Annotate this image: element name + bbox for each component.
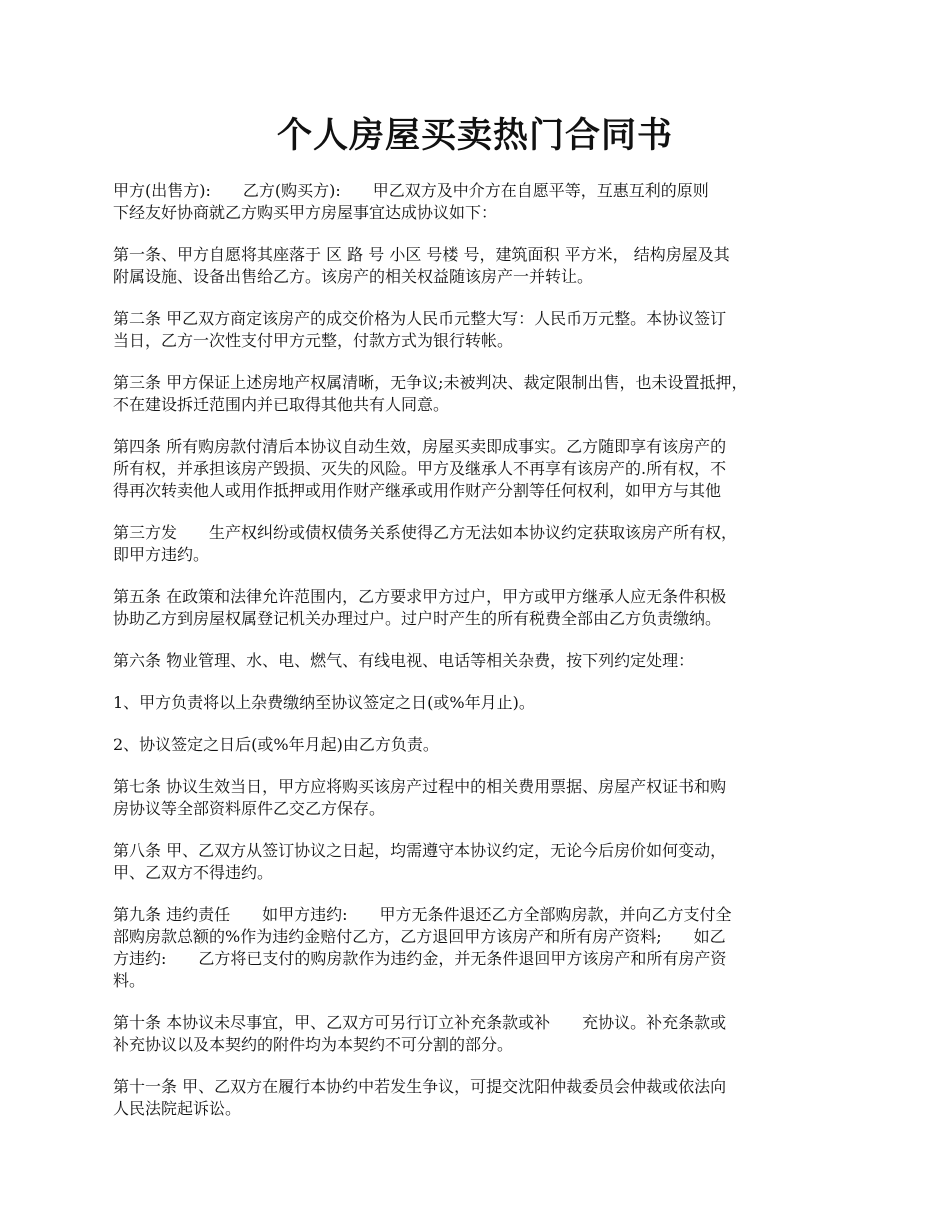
paragraph-line: 所有权，并承担该房产毁损、灭失的风险。甲方及继承人不再享有该房产的.所有权，不 (113, 459, 727, 478)
paragraph-line: 料。 (113, 971, 146, 990)
document-paragraph (113, 436, 841, 502)
paragraph-line: 得再次转卖他人或用作抵押或用作财产继承或用作财产分割等任何权利，如甲方与其他 (113, 481, 722, 500)
document-paragraph (113, 244, 841, 288)
document-paragraph (113, 308, 841, 352)
paragraph-line: 当日，乙方一次性支付甲方元整，付款方式为银行转帐。 (113, 331, 514, 350)
paragraph-line: 第三条 甲方保证上述房地产权属清晰，无争议;未被判决、裁定限制出售，也未设置抵押， (113, 373, 748, 392)
paragraph-line: 第三方发 生产权纠纷或债权债务关系使得乙方无法如本协议约定获取该房产所有权， (113, 523, 738, 542)
paragraph-line: 甲方(出售方): 乙方(购买方): 甲乙双方及中介方在自愿平等，互惠互利的原则 (113, 181, 709, 200)
paragraph-line: 方违约: 乙方将已支付的购房款作为违约金，并无条件退回甲方该房产和所有房产资 (113, 949, 727, 968)
paragraph-line: 部购房款总额的%作为违约金赔付乙方，乙方退回甲方该房产和所有房产资料; 如乙 (113, 927, 726, 946)
document-paragraph (113, 586, 841, 630)
paragraph-line: 补充协议以及本契约的附件均为本契约不可分割的部分。 (113, 1035, 514, 1054)
paragraph-line: 不在建设拆迁范围内并已取得其他共有人同意。 (113, 395, 450, 414)
paragraph-line: 第九条 违约责任 如甲方违约: 甲方无条件退还乙方全部购房款，并向乙方支付全 (113, 905, 732, 924)
paragraph-line: 第七条 协议生效当日，甲方应将购买该房产过程中的相关费用票据、房屋产权证书和购 (113, 777, 727, 796)
document-paragraph (113, 840, 841, 884)
paragraph-line: 协助乙方到房屋权属登记机关办理过户。过户时产生的所有税费全部由乙方负责缴纳。 (113, 609, 722, 628)
paragraph-line: 甲、乙双方不得违约。 (113, 863, 274, 882)
document-paragraph (113, 180, 841, 224)
document-paragraph (113, 372, 841, 416)
paragraph-line: 人民法院起诉讼。 (113, 1099, 242, 1118)
paragraph-line: 第八条 甲、乙双方从签订协议之日起，均需遵守本协议约定，无论今后房价如何变动， (113, 841, 727, 860)
paragraph-line: 第六条 物业管理、水、电、燃气、有线电视、电话等相关杂费，按下列约定处理： (113, 651, 695, 670)
paragraph-line: 2、协议签定之日后(或%年月起)由乙方负责。 (113, 735, 439, 754)
paragraph-line: 第二条 甲乙双方商定该房产的成交价格为人民币元整大写：人民币万元整。本协议签订 (113, 309, 727, 328)
document-paragraph (113, 904, 841, 992)
paragraph-line: 第四条 所有购房款付清后本协议自动生效，房屋买卖即成事实。乙方随即享有该房产的 (113, 437, 727, 456)
document-body (113, 180, 841, 1140)
paragraph-line: 第十条 本协议未尽事宜，甲、乙双方可另行订立补充条款或补 充协议。补充条款或 (113, 1013, 727, 1032)
document-title: 个人房屋买卖热门合同书 (276, 115, 673, 156)
paragraph-line: 第五条 在政策和法律允许范围内，乙方要求甲方过户，甲方或甲方继承人应无条件积极 (113, 587, 727, 606)
paragraph-line: 1、甲方负责将以上杂费缴纳至协议签定之日(或%年月止)。 (113, 693, 535, 712)
document-paragraph (113, 692, 841, 714)
document-paragraph (113, 1076, 841, 1120)
paragraph-line: 房协议等全部资料原件乙交乙方保存。 (113, 799, 386, 818)
document-paragraph (113, 734, 841, 756)
paragraph-line: 第十一条 甲、乙双方在履行本协约中若发生争议，可提交沈阳仲裁委员会仲裁或依法向 (113, 1077, 727, 1096)
paragraph-line: 附属设施、设备出售给乙方。该房产的相关权益随该房产一并转让。 (113, 267, 594, 286)
paragraph-line: 即甲方违约。 (113, 545, 210, 564)
document-paragraph (113, 522, 841, 566)
document-paragraph (113, 1012, 841, 1056)
document-paragraph (113, 776, 841, 820)
paragraph-line: 第一条、甲方自愿将其座落于 区 路 号 小区 号楼 号，建筑面积 平方米， 结构房屋及其 (113, 245, 730, 264)
paragraph-line: 下经友好协商就乙方购买甲方房屋事宜达成协议如下： (113, 203, 498, 222)
document-paragraph (113, 650, 841, 672)
